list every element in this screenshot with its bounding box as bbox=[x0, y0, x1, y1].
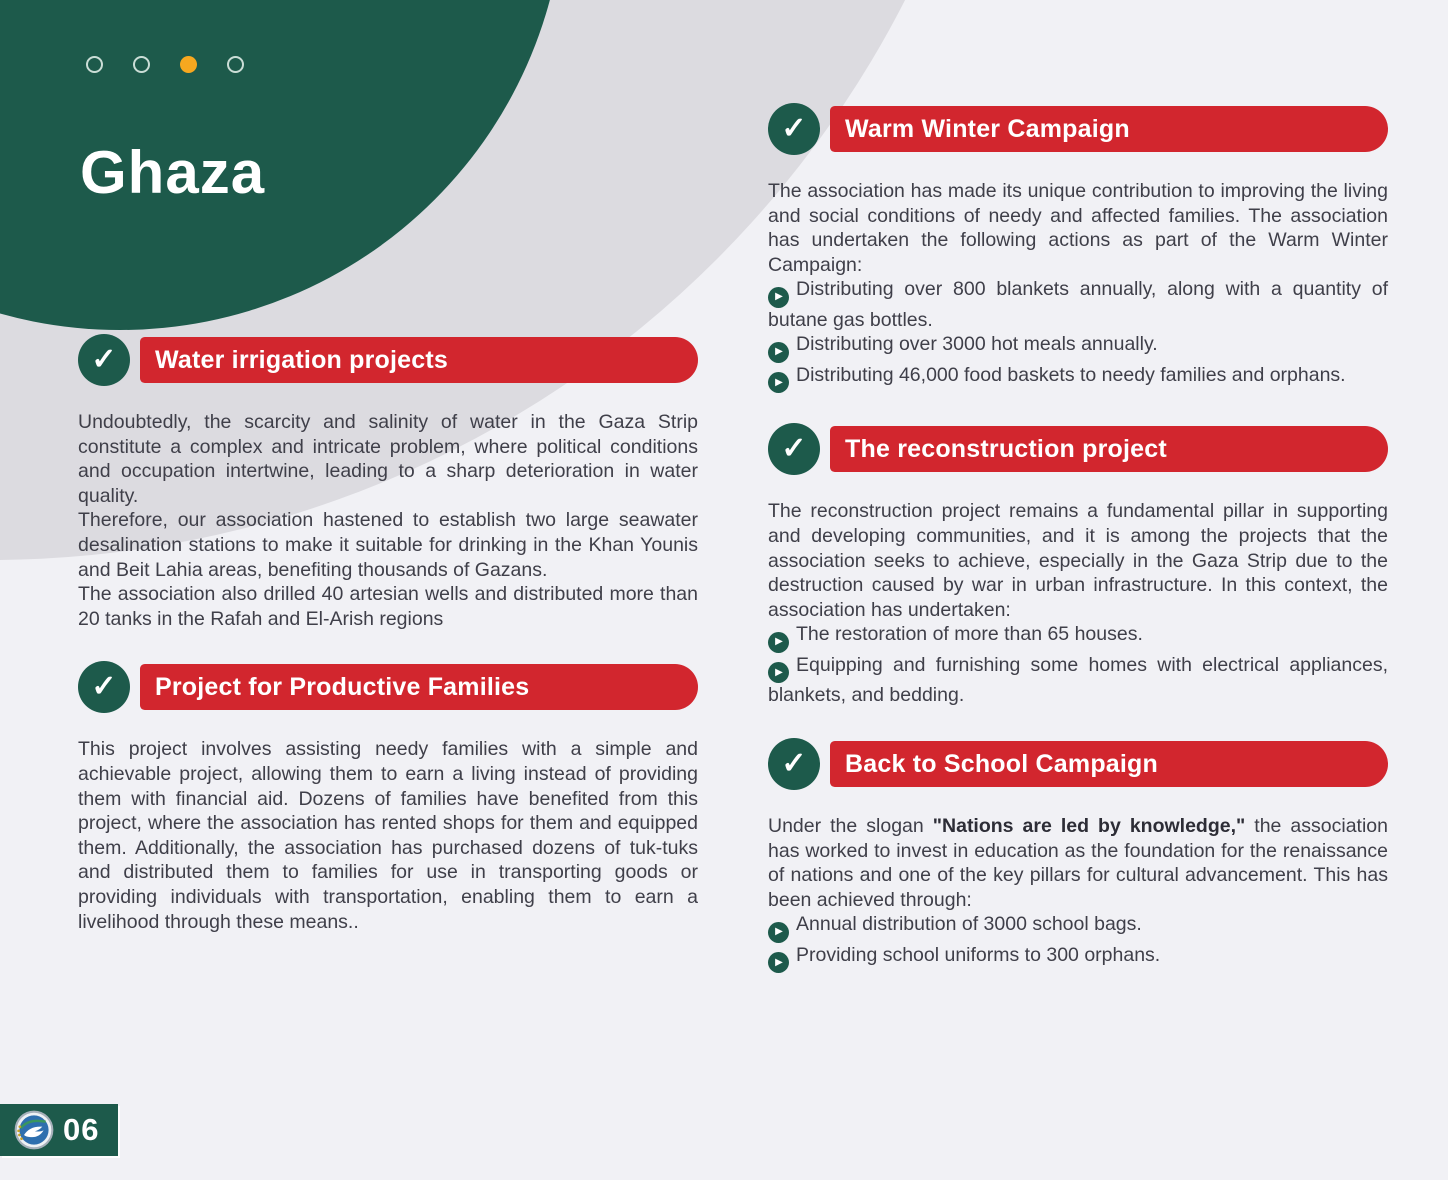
paragraph: Undoubtedly, the scarcity and salinity of water in the Gaza Strip constitute a complex and intricate problem, where political conditions and occupation intertwine, leading to a sharp deterioration in water quality. bbox=[78, 411, 698, 507]
bullet-play-icon: ▶ bbox=[768, 922, 789, 943]
page-title: Ghaza bbox=[80, 139, 266, 206]
check-icon: ✓ bbox=[768, 423, 820, 475]
bullet-item: ▶ Distributing over 3000 hot meals annually. bbox=[768, 332, 1388, 363]
bullet-item: ▶ The restoration of more than 65 houses. bbox=[768, 622, 1388, 653]
progress-dot-1 bbox=[86, 56, 103, 73]
section-body bbox=[768, 814, 1388, 973]
footer-badge bbox=[0, 1104, 118, 1156]
check-icon: ✓ bbox=[768, 103, 820, 155]
section-header bbox=[768, 423, 1388, 475]
paragraph: Under the slogan "Nations are led by knowledge," the association has worked to invest in education as the foundation for the renaissance of nations and one of the key pillars for cultural advancement. This has been achieved through: bbox=[768, 815, 1388, 911]
section-title: The reconstruction project bbox=[845, 434, 1167, 463]
paragraph: The association has made its unique contribution to improving the living and social conditions of needy and affected families. The association has undertaken the following actions as part of the Warm Winter Campaign: bbox=[768, 180, 1388, 276]
left-column bbox=[78, 334, 698, 934]
check-icon: ✓ bbox=[768, 738, 820, 790]
bullet-item: ▶ Annual distribution of 3000 school bags. bbox=[768, 912, 1388, 943]
section-body bbox=[768, 179, 1388, 393]
bullet-item: ▶ Distributing over 800 blankets annually, along with a quantity of butane gas bottles. bbox=[768, 278, 1388, 331]
check-icon: ✓ bbox=[78, 661, 130, 713]
section bbox=[768, 423, 1388, 708]
bullet-play-icon: ▶ bbox=[768, 662, 789, 683]
section-header bbox=[768, 103, 1388, 155]
progress-dots bbox=[86, 56, 244, 73]
section-banner bbox=[830, 106, 1388, 152]
section-title: Warm Winter Campaign bbox=[845, 114, 1130, 143]
section-header bbox=[78, 661, 698, 713]
bullet-play-icon: ▶ bbox=[768, 287, 789, 308]
progress-dot-3 bbox=[180, 56, 197, 73]
section-banner bbox=[140, 664, 698, 710]
association-logo bbox=[14, 1110, 54, 1150]
section bbox=[768, 738, 1388, 973]
bullet-item: ▶ Distributing 46,000 food baskets to needy families and orphans. bbox=[768, 363, 1388, 394]
bullet-play-icon: ▶ bbox=[768, 632, 789, 653]
section-banner bbox=[140, 337, 698, 383]
section-banner bbox=[830, 741, 1388, 787]
section-title: Back to School Campaign bbox=[845, 749, 1158, 778]
section-banner bbox=[830, 426, 1388, 472]
right-column bbox=[768, 103, 1388, 973]
section-body bbox=[78, 737, 698, 934]
paragraph: The association also drilled 40 artesian wells and distributed more than 20 tanks in the Rafah and El-Arish regions bbox=[78, 583, 698, 630]
bold-text: "Nations are led by knowledge," bbox=[932, 815, 1246, 838]
section bbox=[78, 334, 698, 631]
bullet-play-icon: ▶ bbox=[768, 952, 789, 973]
section-header bbox=[78, 334, 698, 386]
section bbox=[78, 661, 698, 934]
section bbox=[768, 103, 1388, 393]
page-number: 06 bbox=[63, 1112, 100, 1147]
paragraph: The reconstruction project remains a fundamental pillar in supporting and developing communities, and it is among the projects that the association seeks to achieve, especially in the Gaza Strip due to the destruction caused by war in urban infrastructure. In this context, the association has undertaken: bbox=[768, 500, 1388, 621]
paragraph: Therefore, our association hastened to establish two large seawater desalination stations to make it suitable for drinking in the Khan Younis and Beit Lahia areas, benefiting thousands of Gazans. bbox=[78, 509, 698, 581]
check-icon: ✓ bbox=[78, 334, 130, 386]
bullet-play-icon: ▶ bbox=[768, 342, 789, 363]
progress-dot-4 bbox=[227, 56, 244, 73]
bullet-play-icon: ▶ bbox=[768, 372, 789, 393]
section-body bbox=[78, 410, 698, 631]
progress-dot-2 bbox=[133, 56, 150, 73]
section-header bbox=[768, 738, 1388, 790]
section-title: Water irrigation projects bbox=[155, 345, 449, 374]
section-body bbox=[768, 499, 1388, 708]
paragraph: This project involves assisting needy families with a simple and achievable project, allowing them to earn a living instead of providing them with financial aid. Dozens of families have benefited from this project, where the association has rented shops for them and equipped them. Additionally, the association has purchased dozens of tuk-tuks and distributed them to families for use in transporting goods or providing individuals with transportation, enabling them to earn a livelihood through these means.. bbox=[78, 738, 698, 933]
bullet-item: ▶ Equipping and furnishing some homes with electrical appliances, blankets, and bedding. bbox=[768, 653, 1388, 707]
bullet-item: ▶ Providing school uniforms to 300 orphans. bbox=[768, 943, 1388, 974]
section-title: Project for Productive Families bbox=[155, 672, 530, 701]
